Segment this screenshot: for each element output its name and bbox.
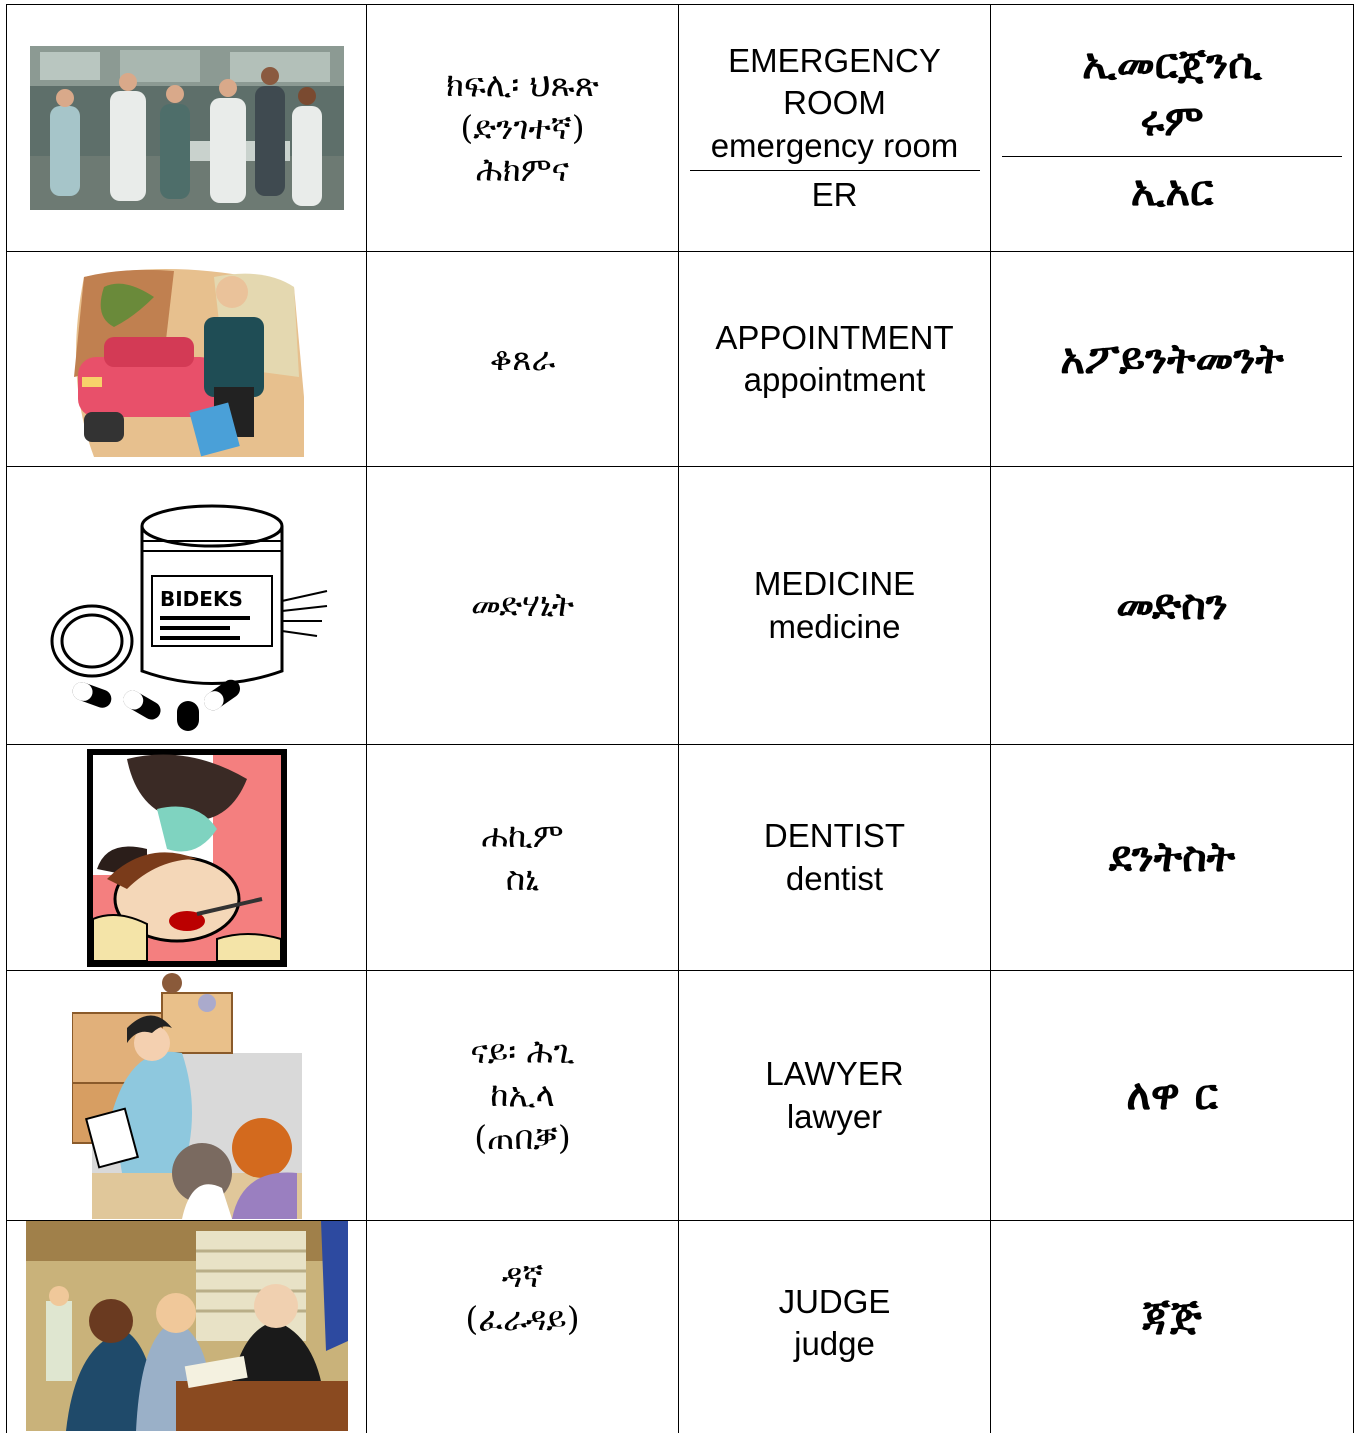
table-row <box>7 252 1354 467</box>
emergency-room-photo <box>30 46 344 210</box>
tigrinya-cell <box>367 5 679 252</box>
english-term-upper: LAWYER <box>765 1055 904 1093</box>
english-term-upper: MEDICINE <box>753 565 916 603</box>
amharic-term: ሩም <box>1140 96 1204 146</box>
english-term-lower: emergency room <box>710 126 959 164</box>
tigrinya-line: ናይ፡ ሕጊ <box>470 1032 575 1072</box>
tigrinya-line: (ድንገተኛ) <box>460 107 585 147</box>
amharic-cell <box>991 1221 1354 1433</box>
amharic-abbreviation: ኢአር <box>1130 165 1214 215</box>
tigrinya-line: ክፍሊ፡ ህጹጽ <box>446 64 599 104</box>
amharic-cell <box>991 745 1354 971</box>
image-cell <box>7 1221 367 1433</box>
amharic-term: ጃጅ <box>1142 1290 1202 1339</box>
table-row <box>7 745 1354 971</box>
english-term-upper: APPOINTMENT <box>715 318 954 356</box>
table-row <box>7 5 1354 252</box>
tigrinya-line: (ፈራዳይ) <box>465 1298 580 1338</box>
amharic-term: ኢመርጀንሲ <box>1082 39 1262 89</box>
image-cell <box>7 252 367 467</box>
english-term-lower: dentist <box>785 859 884 897</box>
tigrinya-line: ከኢላ <box>490 1075 555 1115</box>
tigrinya-cell <box>367 971 679 1221</box>
amharic-cell <box>991 467 1354 745</box>
tigrinya-cell <box>367 467 679 745</box>
judge-clipart <box>26 1221 348 1431</box>
english-abbreviation: ER <box>811 175 858 213</box>
english-term-lower: appointment <box>743 361 926 398</box>
english-term-lower: lawyer <box>786 1097 883 1135</box>
bottle-label-text: BIDEKS <box>159 586 243 611</box>
tigrinya-line: ቆጸራ <box>489 338 556 378</box>
tigrinya-line: ሐኪም <box>481 815 564 855</box>
table-row <box>7 1221 1354 1433</box>
amharic-cell <box>991 971 1354 1221</box>
tigrinya-cell <box>367 252 679 467</box>
vocabulary-table <box>6 4 1354 1433</box>
tigrinya-cell <box>367 1221 679 1433</box>
english-cell <box>679 252 991 467</box>
dentist-clipart <box>87 749 287 967</box>
image-cell <box>7 745 367 971</box>
amharic-term: ደንትስት <box>1108 832 1236 882</box>
amharic-cell <box>991 5 1354 252</box>
amharic-term: ለዋ ር <box>1126 1070 1218 1120</box>
english-term-lower: medicine <box>768 607 901 645</box>
tigrinya-line: ስኒ <box>505 858 540 898</box>
amharic-term: አፖይንትመንት <box>1060 333 1284 383</box>
english-cell <box>679 971 991 1221</box>
tigrinya-cell <box>367 745 679 971</box>
tigrinya-line: ዳኛ <box>501 1256 544 1295</box>
english-term-upper: ROOM <box>783 84 886 122</box>
lawyer-clipart <box>72 973 302 1219</box>
table-row <box>7 971 1354 1221</box>
medicine-clipart <box>42 481 332 731</box>
english-cell <box>679 467 991 745</box>
english-term-upper: DENTIST <box>763 817 906 855</box>
english-cell <box>679 745 991 971</box>
amharic-cell <box>991 252 1354 467</box>
image-cell <box>7 467 367 745</box>
table-row <box>7 467 1354 745</box>
english-cell <box>679 1221 991 1433</box>
english-term-lower: judge <box>794 1325 875 1363</box>
english-term-upper: JUDGE <box>778 1283 891 1320</box>
divider <box>690 170 980 171</box>
divider <box>1002 156 1342 157</box>
image-cell <box>7 971 367 1221</box>
english-term-upper: EMERGENCY <box>728 42 941 80</box>
tigrinya-line: (ጠበቓ) <box>474 1117 571 1157</box>
amharic-term: መድስን <box>1116 580 1228 630</box>
image-cell <box>7 5 367 252</box>
tigrinya-line: መድሃኒት <box>471 585 574 625</box>
appointment-clipart <box>64 257 309 462</box>
tigrinya-line: ሕክምና <box>475 150 570 190</box>
english-cell <box>679 5 991 252</box>
